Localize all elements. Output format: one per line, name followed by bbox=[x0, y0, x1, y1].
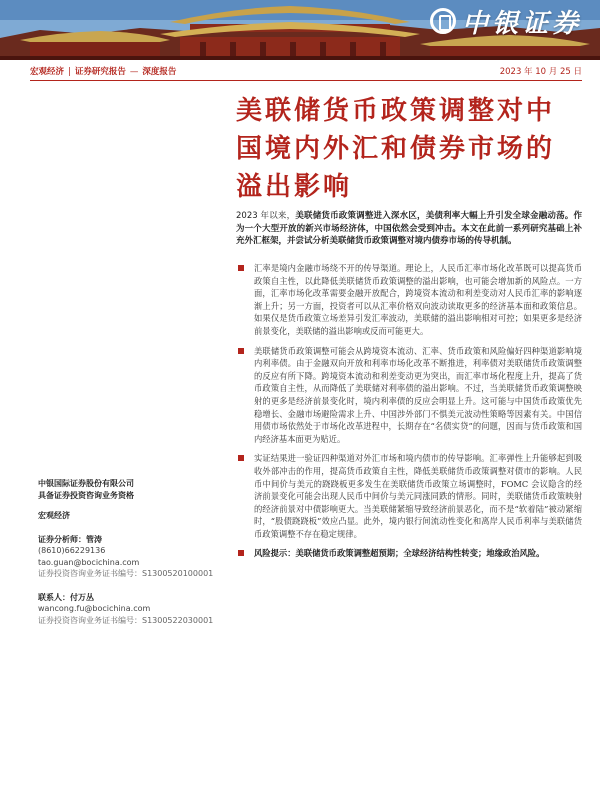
abstract-lead: 2023 年以来， bbox=[236, 211, 296, 221]
boc-logo-icon bbox=[430, 8, 456, 34]
contact-name: 联系人：付万丛 bbox=[38, 592, 94, 602]
risk-warning bbox=[236, 547, 582, 560]
separator: | bbox=[68, 67, 71, 77]
analyst-name: 证券分析师：管涛 bbox=[38, 534, 102, 544]
company-qualification: 具备证券投资咨询业务资格 bbox=[38, 490, 134, 500]
logo-text: 中银证券 bbox=[461, 8, 582, 39]
company-logo bbox=[430, 4, 582, 38]
category-depth: 深度报告 bbox=[142, 67, 177, 77]
contact-certificate: 证券投资咨询业务证书编号：S1300522030001 bbox=[38, 615, 214, 625]
category-macro: 宏观经济 bbox=[30, 67, 65, 77]
key-point-text: 汇率是境内金融市场绕不开的传导渠道。理论上，人民币汇率市场化改革既可以提高货币政策自主性，以此降低美联储货币政策调整的溢出影响，也可能会增加新的风险点。一方面，汇率市场化改革需要金融开放配合，跨境资本流动和利差变动对人民币汇率的影响逐渐上升；另一方面，投资者可以从汇率价格双向波动读取更多的经济基本面和政策信息。如果仅是货币政策立场差异引发汇率波动，美联储的溢出影响相对可控；如果更多是经济前景变化，美联储的溢出影响或反而可能更大。 bbox=[254, 263, 582, 336]
bullet-square-icon bbox=[238, 550, 244, 556]
key-point bbox=[236, 452, 582, 540]
report-abstract bbox=[236, 210, 582, 248]
bullet-square-icon bbox=[238, 455, 244, 461]
key-points-list bbox=[236, 262, 582, 567]
analyst-email[interactable]: tao.guan@bocichina.com bbox=[38, 557, 140, 567]
category-research: 证券研究报告 bbox=[74, 67, 126, 77]
author-sidebar bbox=[38, 478, 228, 626]
analyst-phone: (8610)66229136 bbox=[38, 546, 106, 555]
report-category-breadcrumb bbox=[30, 65, 176, 77]
key-point bbox=[236, 262, 582, 338]
contact-email[interactable]: wancong.fu@bocichina.com bbox=[38, 604, 151, 613]
report-info-bar bbox=[30, 62, 582, 81]
bullet-square-icon bbox=[238, 265, 244, 271]
risk-warning-text: 风险提示：美联储货币政策调整超预期；全球经济结构性转变；地缘政治风险。 bbox=[254, 548, 545, 559]
separator: — bbox=[129, 67, 139, 77]
report-date: 2023 年 10 月 25 日 bbox=[499, 67, 582, 77]
analyst-certificate: 证券投资咨询业务证书编号：S1300520100001 bbox=[38, 569, 214, 578]
bullet-square-icon bbox=[238, 348, 244, 354]
department: 宏观经济 bbox=[38, 511, 70, 520]
abstract-highlight-1: 美联储货币政策调整进入深水区，美债利率大幅上升引发全球金融动荡。作为一个大型开放的新兴市场经济体，中国依然会受到冲击。 bbox=[236, 211, 582, 234]
report-title: 美联储货币政策调整对中国境内外汇和债券市场的溢出影响 bbox=[236, 96, 556, 202]
abstract-highlight-2: 本文在此前一系列研究基础上补充外汇框架，并尝试分析美联储货币政策调整对境内债券市场的传导机制。 bbox=[236, 223, 582, 246]
key-point-text: 实证结果进一验证四种渠道对外汇市场和境内债市的传导影响。汇率弹性上升能够起到吸收外部冲击的作用，提高货币政策自主性，降低美联储货币政策调整对债市的影响。人民币中间价与美元的跷跷板更多发生在美联储货币政策立场调整时，FOMC 会议隐含的经济前景变化可能会出现人民币中间价与美元同涨同跌的情形。同时，美联储货币政策映射的经济前景对中债影响更大。当美联储紧缩导致经济前景恶化，而不是“软着陆”被动紧缩时，“股债跷跷板”效应凸显。此外，境内银行间流动性变化和离岸人民币利率与美联储货币政策调整不存在稳定规律。 bbox=[254, 453, 582, 539]
header-banner bbox=[0, 0, 600, 60]
key-point-text: 美联储货币政策调整可能会从跨境资本流动、汇率、货币政策和风险偏好四种渠道影响境内利率债。由于金融双向开放和利率市场化改革不断推进，利率债对美联储货币政策调整的反应有所下降。跨境资本流动和利差变动更为突出，而汇率市场化程度上升，提高了货币政策自主性，从而降低了美联储对利率债的溢出影响。不过，当美联储货币政策调整映射的更多是经济前景变化时，境内利率债的反应会明显上升。这可能与中国货币政策优先稳增长、金融市场避险需求上升、中国涉外部门不惧美元波动性策略等因素有关。中国信用债市场依然处于市场化改革进程中，长期存在“名债实贷”的问题，因而与货币政策和国内经济基本面更为贴近。 bbox=[254, 345, 582, 444]
key-point bbox=[236, 345, 582, 446]
company-name: 中银国际证券股份有限公司 bbox=[38, 479, 134, 488]
